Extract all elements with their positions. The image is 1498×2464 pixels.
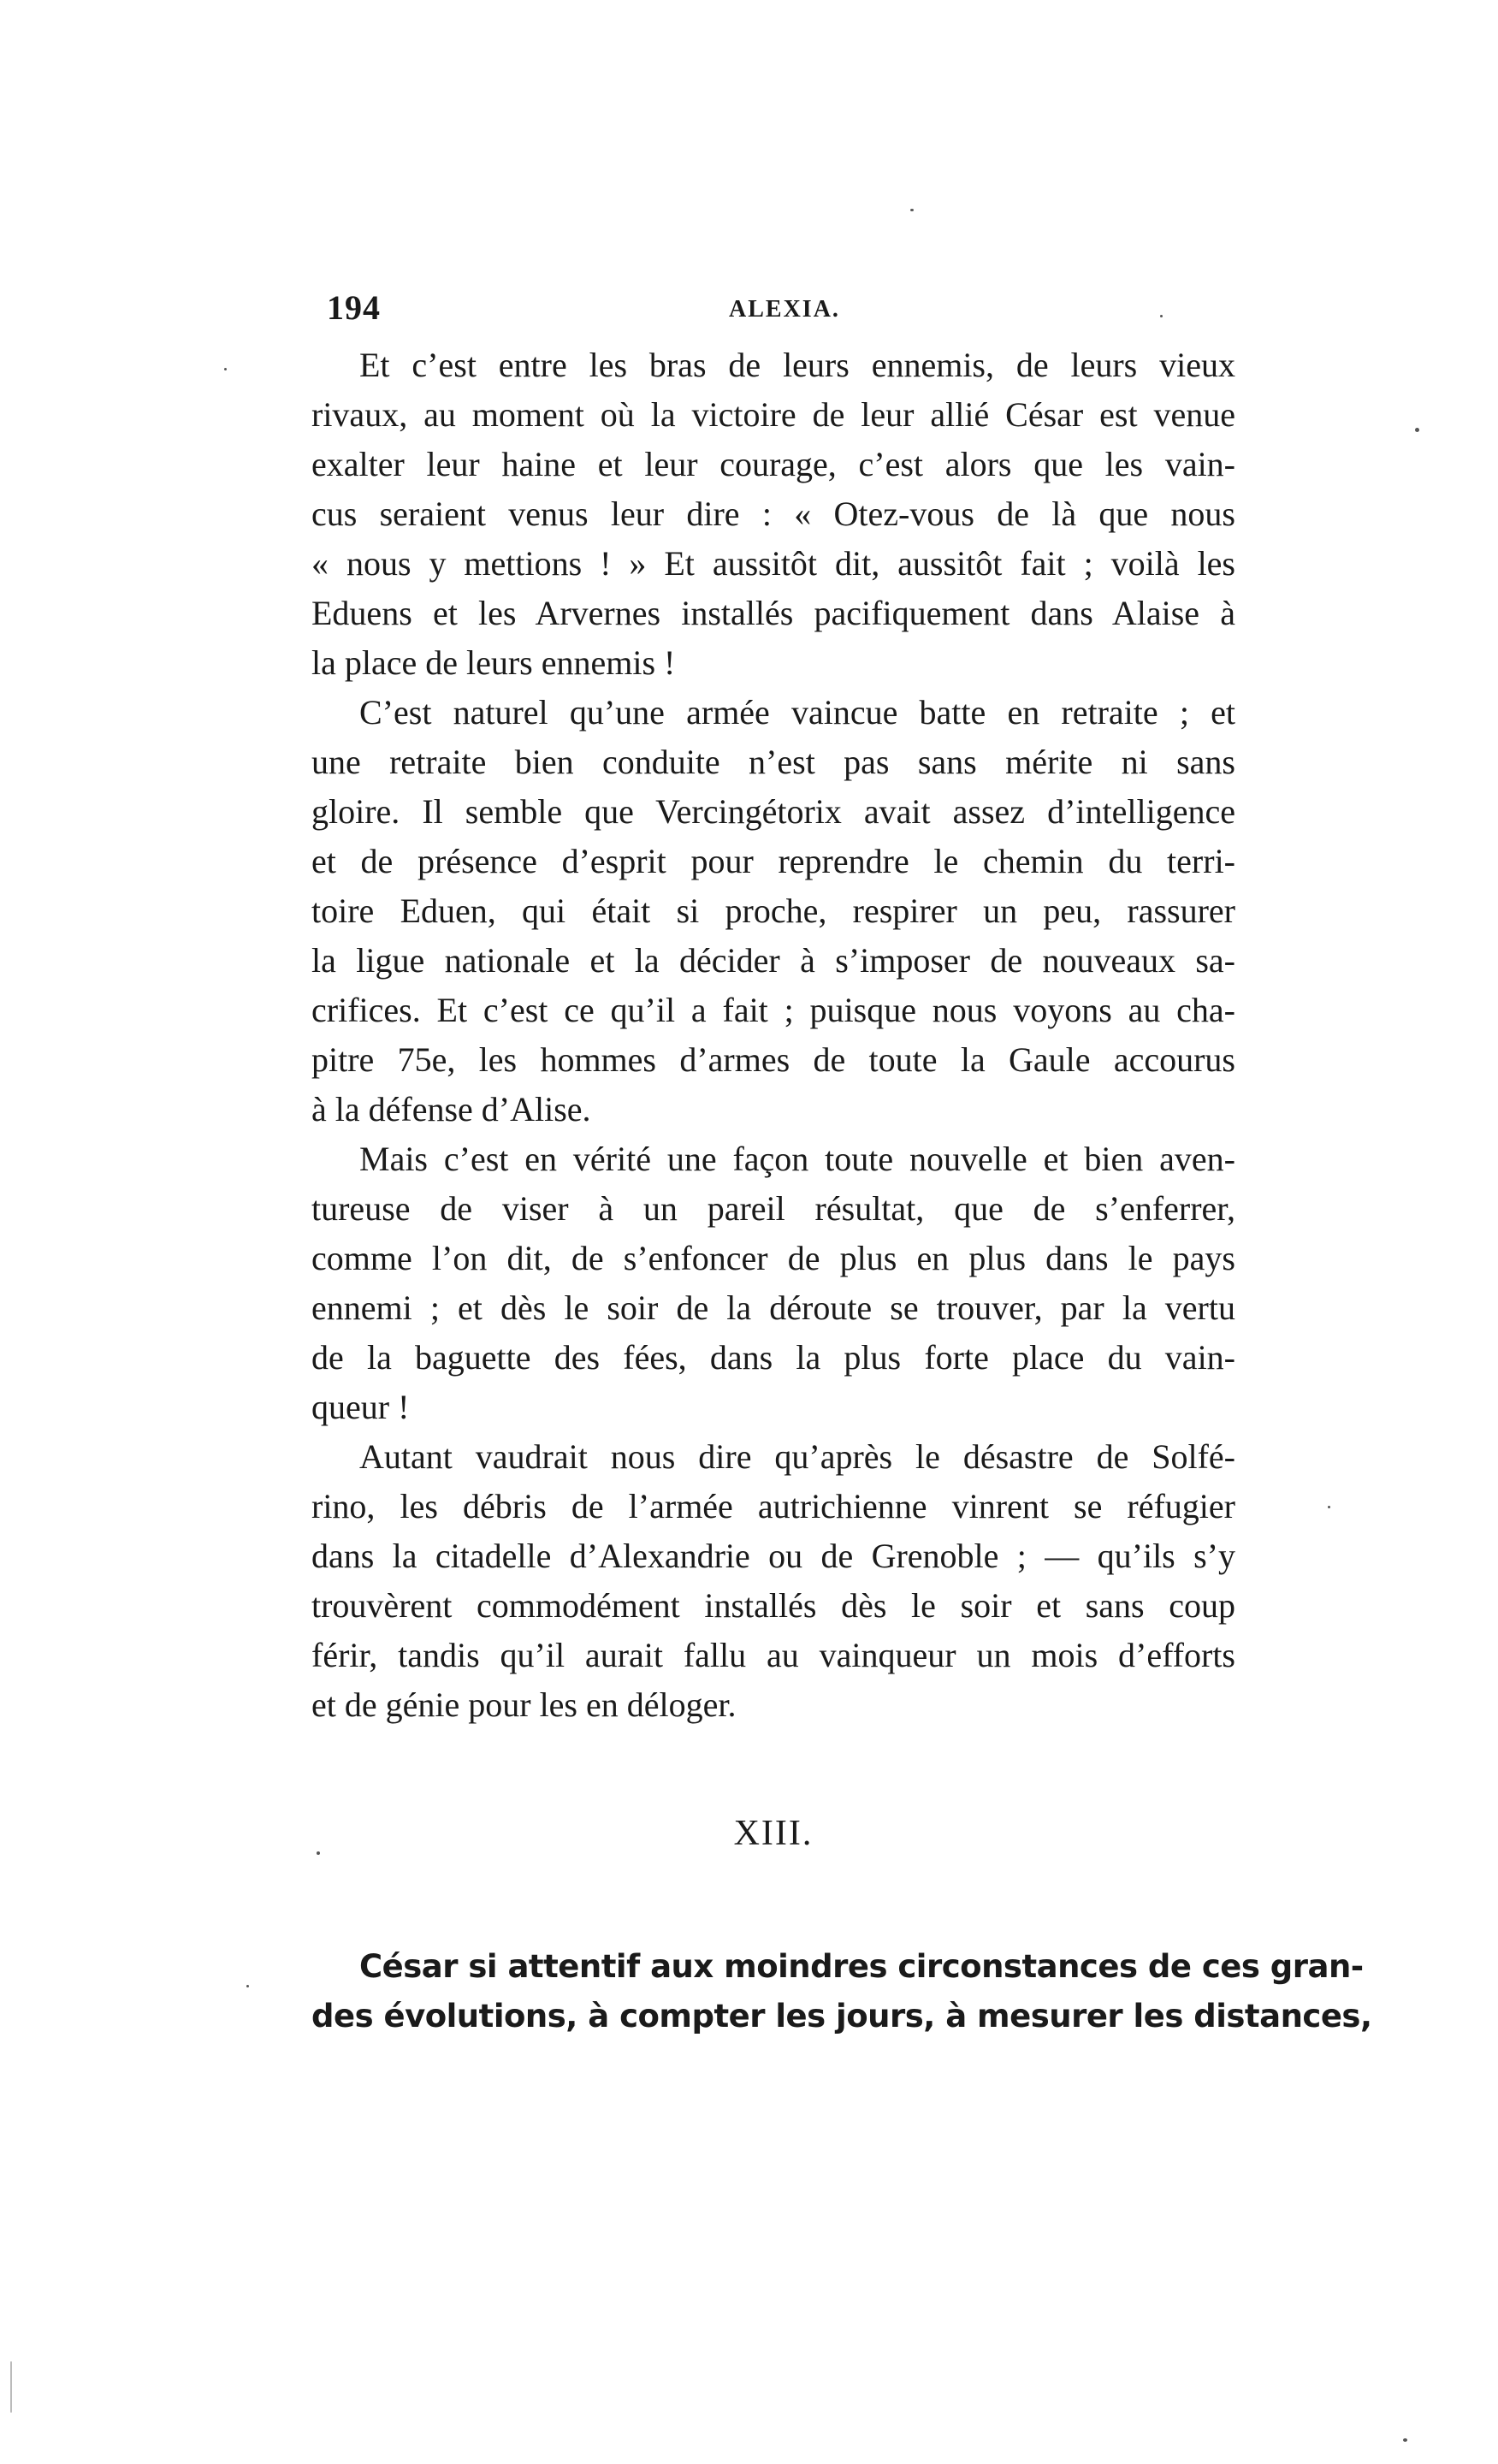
text-line: C’est naturel qu’une armée vaincue batte en retraite ; et bbox=[359, 693, 1235, 732]
scan-speck bbox=[1415, 428, 1419, 432]
section-paragraph bbox=[311, 1942, 1372, 2041]
text-line: Eduens et les Arvernes installés pacifiquement dans Alaise à bbox=[311, 594, 1235, 632]
paragraph-2 bbox=[311, 688, 1235, 1134]
text-line: cus seraient venus leur dire : « Otez-vous de là que nous bbox=[311, 495, 1235, 533]
text-line: gloire. Il semble que Vercingétorix avait assez d’intelligence bbox=[311, 792, 1235, 831]
section-heading: XIII. bbox=[733, 1814, 814, 1853]
text-line: comme l’on dit, de s’enfoncer de plus en plus dans le pays bbox=[311, 1239, 1235, 1277]
text-line: et de présence d’esprit pour reprendre le chemin du terri- bbox=[311, 842, 1235, 880]
scan-speck bbox=[10, 2361, 12, 2413]
text-line: César si attentif aux moindres circonstances de ces gran- bbox=[359, 1948, 1364, 1985]
paragraph-1 bbox=[311, 341, 1235, 688]
scan-speck bbox=[1403, 2438, 1407, 2442]
text-line: une retraite bien conduite n’est pas sans mérite ni sans bbox=[311, 743, 1235, 781]
text-line: à la défense d’Alise. bbox=[311, 1090, 591, 1128]
text-line: « nous y mettions ! » Et aussitôt dit, aussitôt fait ; voilà les bbox=[311, 544, 1235, 583]
text-line: la ligue nationale et la décider à s’imposer de nouveaux sa- bbox=[311, 941, 1235, 980]
scan-speck bbox=[910, 209, 914, 211]
paragraph-4 bbox=[311, 1432, 1235, 1730]
spacer bbox=[311, 1858, 1235, 1942]
text-line: Et c’est entre les bras de leurs ennemis, de leurs vieux bbox=[359, 346, 1235, 384]
text-line: rivaux, au moment où la victoire de leur allié César est venue bbox=[311, 395, 1235, 434]
spacer bbox=[311, 1730, 1235, 1809]
text-line: des évolutions, à compter les jours, à mesurer les distances, bbox=[311, 1998, 1372, 2035]
scan-speck bbox=[246, 1985, 249, 1987]
text-line: queur ! bbox=[311, 1388, 410, 1426]
text-line: exalter leur haine et leur courage, c’est alors que les vain- bbox=[311, 445, 1235, 483]
scan-speck bbox=[317, 1851, 320, 1855]
paragraph-3 bbox=[311, 1134, 1235, 1432]
running-title: ALEXIA. bbox=[729, 296, 840, 323]
text-line: tureuse de viser à un pareil résultat, que de s’enferrer, bbox=[311, 1189, 1235, 1228]
page-number: 194 bbox=[327, 288, 381, 327]
text-line: rino, les débris de l’armée autrichienne vinrent se réfugier bbox=[311, 1487, 1235, 1525]
text-line: Mais c’est en vérité une façon toute nouvelle et bien aven- bbox=[359, 1140, 1235, 1178]
text-line: crifices. Et c’est ce qu’il a fait ; puisque nous voyons au cha- bbox=[311, 991, 1235, 1029]
scan-speck bbox=[1160, 315, 1163, 317]
text-line: et de génie pour les en déloger. bbox=[311, 1685, 737, 1724]
running-head bbox=[322, 287, 1229, 330]
scan-speck bbox=[1328, 1506, 1330, 1508]
text-line: férir, tandis qu’il aurait fallu au vainqueur un mois d’efforts bbox=[311, 1636, 1235, 1674]
text-line: toire Eduen, qui était si proche, respirer un peu, rassurer bbox=[311, 891, 1235, 930]
text-line: Autant vaudrait nous dire qu’après le désastre de Solfé- bbox=[359, 1437, 1235, 1476]
text-line: de la baguette des fées, dans la plus forte place du vain- bbox=[311, 1338, 1235, 1377]
text-line: ennemi ; et dès le soir de la déroute se trouver, par la vertu bbox=[311, 1288, 1235, 1327]
text-line: pitre 75e, les hommes d’armes de toute la Gaule accourus bbox=[311, 1040, 1235, 1079]
text-line: trouvèrent commodément installés dès le soir et sans coup bbox=[311, 1586, 1235, 1625]
text-line: la place de leurs ennemis ! bbox=[311, 643, 676, 682]
scan-speck bbox=[224, 368, 227, 370]
body-text bbox=[311, 341, 1372, 2041]
text-line: dans la citadelle d’Alexandrie ou de Grenoble ; — qu’ils s’y bbox=[311, 1537, 1235, 1575]
